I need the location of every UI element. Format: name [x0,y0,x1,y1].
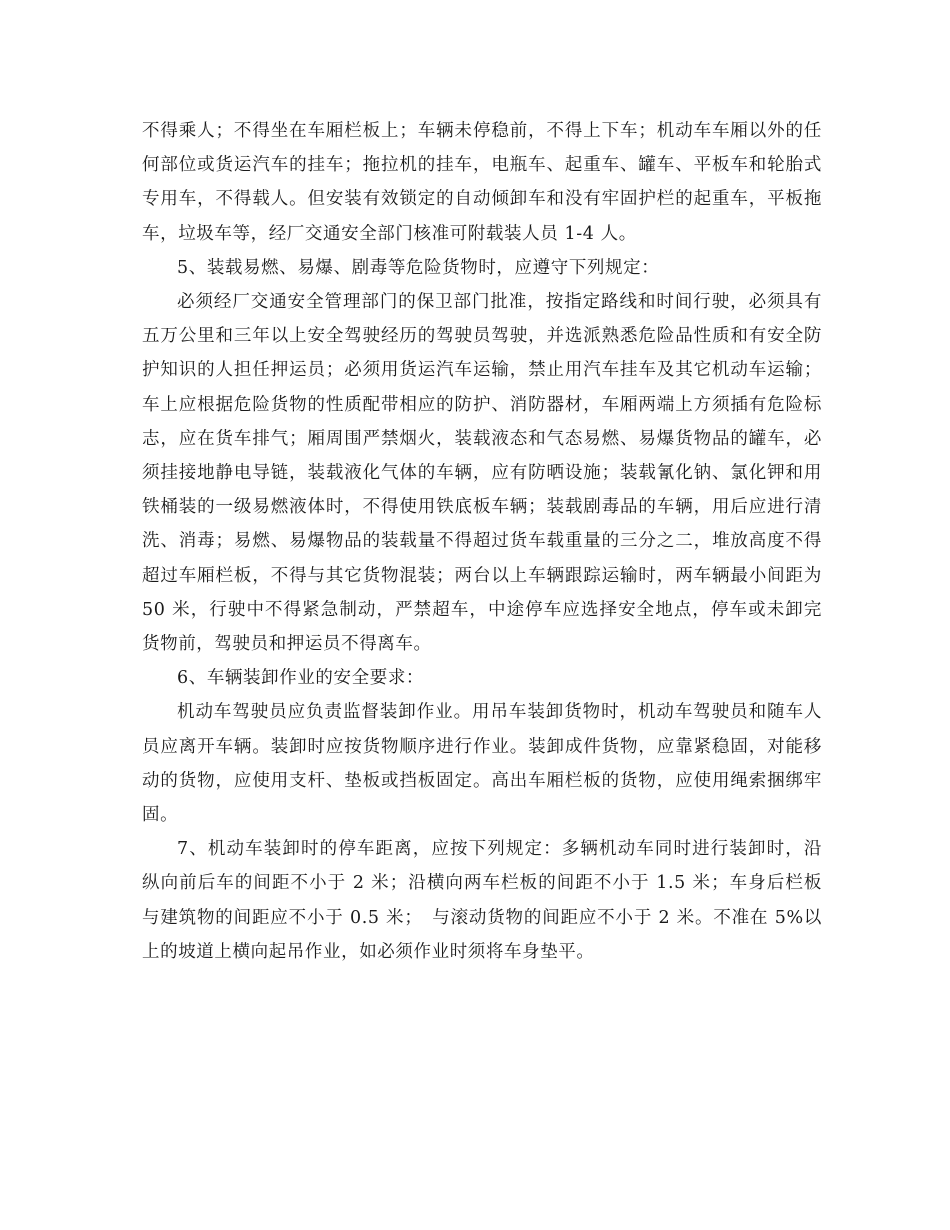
paragraph-dangerous-goods-rules: 必须经厂交通安全管理部门的保卫部门批准，按指定路线和时间行驶，必须具有五万公里和三年以上安全驾驶经历的驾驶员驾驶，并选派熟悉危险品性质和有安全防护知识的人担任押运员；必须用货运汽车运输，禁止用汽车挂车及其它机动车运输；车上应根据危险货物的性质配带相应的防护、消防器材，车厢两端上方须插有危险标志，应在货车排气；厢周围严禁烟火，装载液态和气态易燃、易爆货物品的罐车，必须挂接地静电导链，装载液化气体的车辆，应有防晒设施；装载氰化钠、氯化钾和用铁桶装的一级易燃液体时，不得使用铁底板车辆；装载剧毒品的车辆，用后应进行清洗、消毒；易燃、易爆物品的装载量不得超过货车载重量的三分之二，堆放高度不得超过车厢栏板，不得与其它货物混装；两台以上车辆跟踪运输时，两车辆最小间距为 50 米，行驶中不得紧急制动，严禁超车，中途停车应选择安全地点，停车或未卸完货物前，驾驶员和押运员不得离车。 [142,292,822,655]
paragraph-loading-safety-rules: 机动车驾驶员应负责监督装卸作业。用吊车装卸货物时，机动车驾驶员和随车人员应离开车辆。装卸时应按货物顺序进行作业。装卸成件货物，应靠紧稳固，对能移动的货物，应使用支杆、垫板或挡板固定。高出车厢栏板的货物，应使用绳索捆绑牢固。 [142,702,822,826]
paragraph-parking-distance-rules: 7、机动车装卸时的停车距离，应按下列规定：多辆机动车同时进行装卸时，沿纵向前后车的间距不小于 2 米；沿横向两车栏板的间距不小于 1.5 米；车身后栏板与建筑物的间距应不小于 0.5 米； 与滚动货物的间距应不小于 2 米。不准在 5%以上的坡道上横向起吊作业，如必须作业时须将车身垫平。 [142,839,822,962]
heading-loading-safety: 6、车辆装卸作业的安全要求： [177,668,425,689]
document-body [142,114,822,969]
heading-dangerous-goods: 5、装载易燃、易爆、剧毒等危险货物时，应遵守下列规定： [177,257,660,278]
paragraph-passenger-rules: 不得乘人；不得坐在车厢栏板上；车辆未停稳前，不得上下车；机动车车厢以外的任何部位或货运汽车的挂车；拖拉机的挂车，电瓶车、起重车、罐车、平板车和轮胎式专用车，不得载人。但安装有效锁定的自动倾卸车和没有牢固护栏的起重车，平板拖车，垃圾车等，经厂交通安全部门核准可附载装人员 1-4 人。 [142,121,822,244]
